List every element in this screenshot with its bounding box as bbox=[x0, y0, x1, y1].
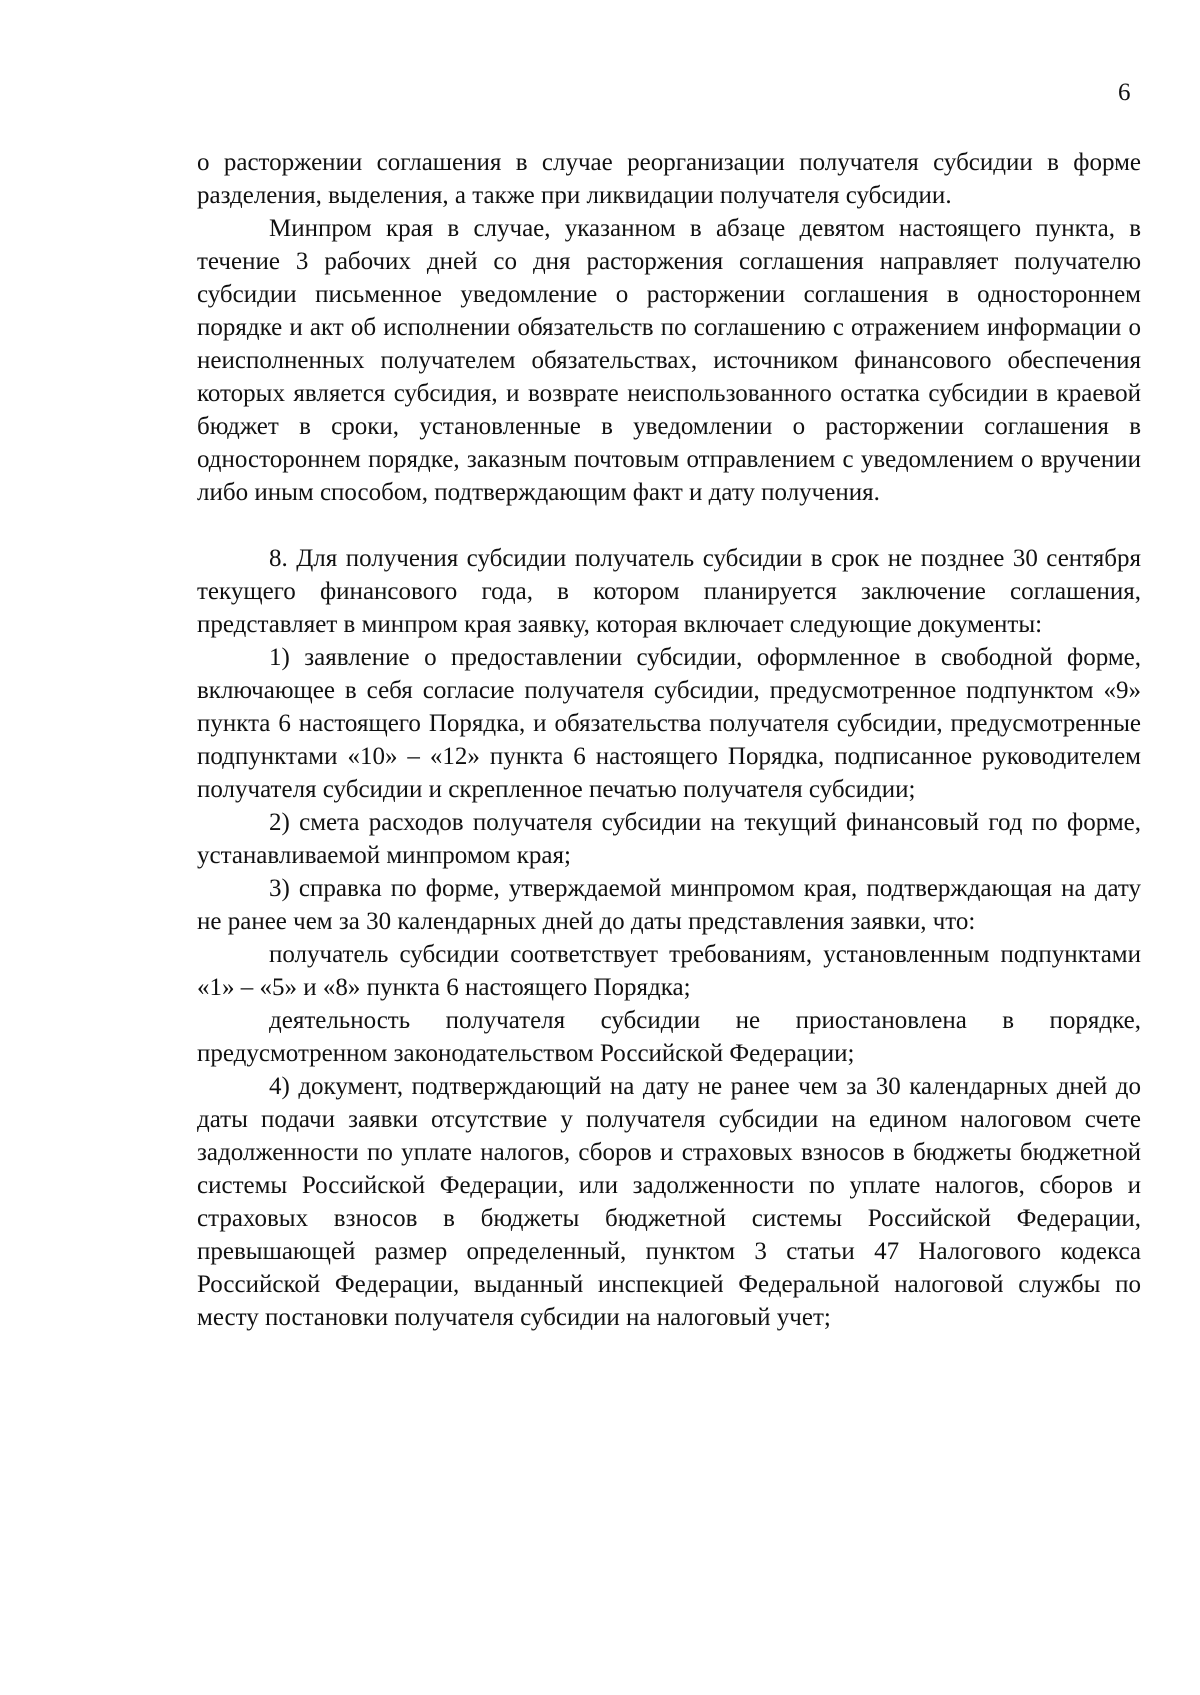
paragraph-item-8: 8. Для получения субсидии получатель субсидии в срок не позднее 30 сентября текущего финансового года, в котором планируется заключение соглашения, представляет в минпром края заявку, которая включает следующие документы: bbox=[197, 545, 1141, 638]
paragraph-subitem-3-activity: деятельность получателя субсидии не приостановлена в порядке, предусмотренном законодательством Российской Федерации; bbox=[197, 1007, 1141, 1067]
paragraph-subitem-3: 3) справка по форме, утверждаемой минпромом края, подтверждающая на дату не ранее чем за 30 календарных дней до даты представления заявки, что: bbox=[197, 875, 1141, 935]
paragraph-subitem-2: 2) смета расходов получателя субсидии на текущий финансовый год по форме, устанавливаемой минпромом края; bbox=[197, 809, 1141, 869]
paragraph-notification: Минпром края в случае, указанном в абзаце девятом настоящего пункта, в течение 3 рабочих дней со дня расторжения соглашения направляет получателю субсидии письменное уведомление о расторжении соглашения в одностороннем порядке и акт об исполнении обязательств по соглашению с отражением информации о неисполненных получателем обязательствах, источником финансового обеспечения которых является субсидия, и возврате неиспользованного остатка субсидии в краевой бюджет в сроки, установленные в уведомлении о расторжении соглашения в одностороннем порядке, заказным почтовым отправлением с уведомлением о вручении либо иным способом, подтверждающим факт и дату получения. bbox=[197, 215, 1141, 506]
paragraph-termination-continuation: о расторжении соглашения в случае реорганизации получателя субсидии в форме разделения, выделения, а также при ликвидации получателя субсидии. bbox=[197, 149, 1141, 209]
paragraph-subitem-4: 4) документ, подтверждающий на дату не ранее чем за 30 календарных дней до даты подачи заявки отсутствие у получателя субсидии на едином налоговом счете задолженности по уплате налогов, сборов и страховых взносов в бюджеты бюджетной системы Российской Федерации, или задолженности по уплате налогов, сборов и страховых взносов в бюджеты бюджетной системы Российской Федерации, превышающей размер определенный, пунктом 3 статьи 47 Налогового кодекса Российской Федерации, выданный инспекцией Федеральной налоговой службы по месту постановки получателя субсидии на налоговый учет; bbox=[197, 1073, 1141, 1331]
document-body bbox=[197, 146, 1141, 1334]
page-number: 6 bbox=[1118, 79, 1131, 106]
paragraph-subitem-1: 1) заявление о предоставлении субсидии, оформленное в свободной форме, включающее в себя согласие получателя субсидии, предусмотренное подпунктом «9» пункта 6 настоящего Порядка, и обязательства получателя субсидии, предусмотренные подпунктами «10» – «12» пункта 6 настоящего Порядка, подписанное руководителем получателя субсидии и скрепленное печатью получателя субсидии; bbox=[197, 644, 1141, 803]
paragraph-subitem-3-requirements: получатель субсидии соответствует требованиям, установленным подпунктами «1» – «5» и «8» пункта 6 настоящего Порядка; bbox=[197, 941, 1141, 1001]
